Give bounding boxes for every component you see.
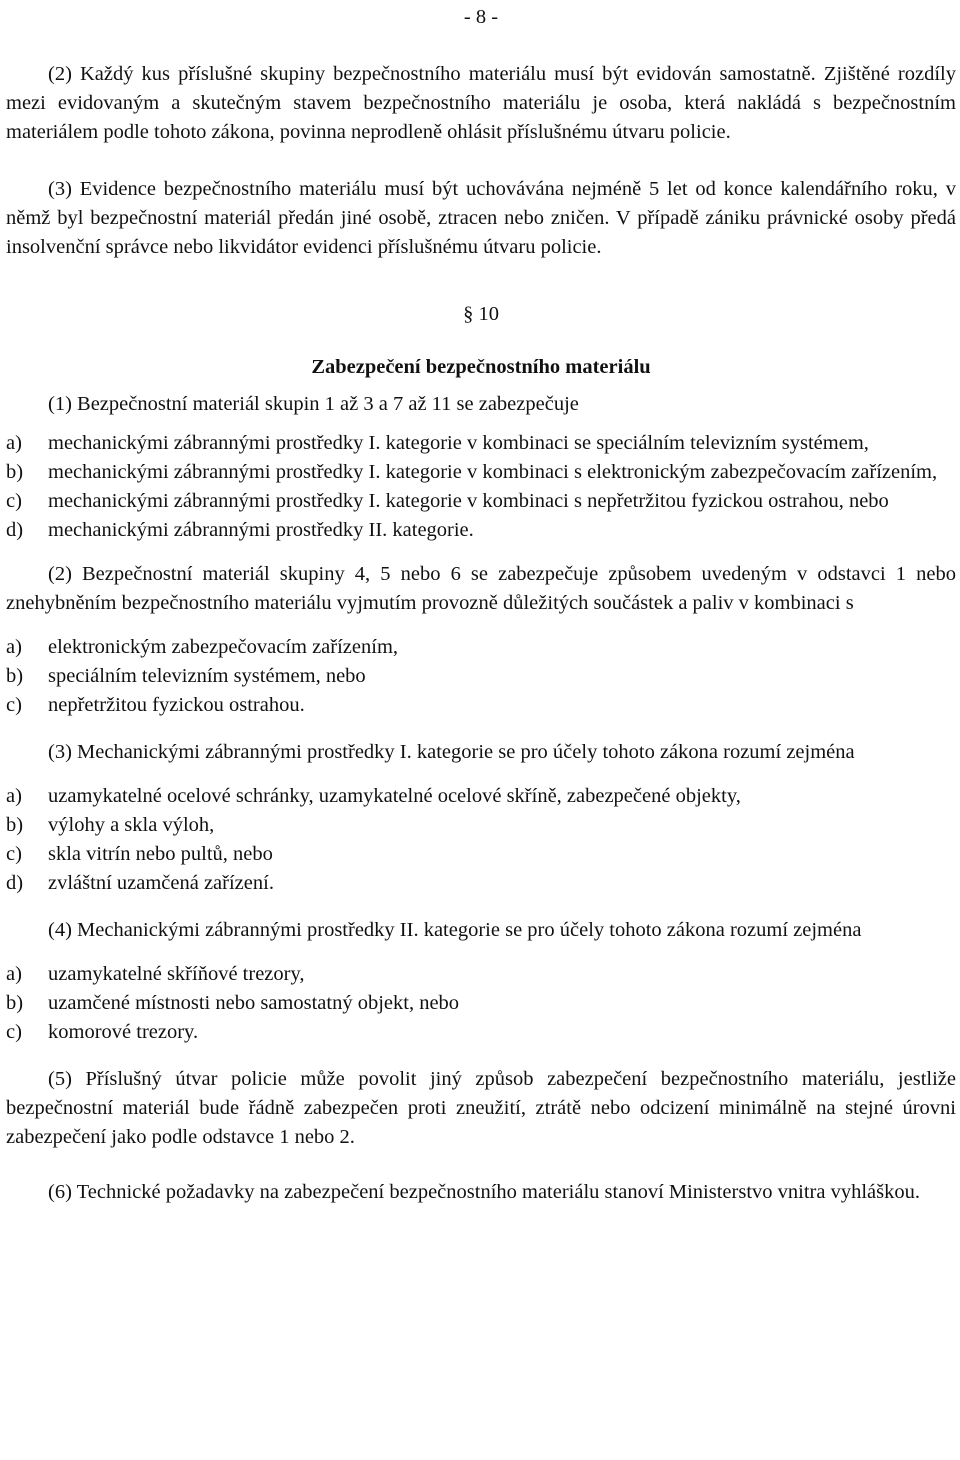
list-item-label: a) [6, 963, 22, 985]
list-item-label: a) [6, 432, 22, 454]
list-item-text: uzamykatelné skříňové trezory, [48, 963, 305, 985]
list-item [6, 989, 956, 1018]
list-3 [6, 782, 956, 898]
list-item [6, 633, 956, 662]
paragraph-5: (5) Příslušný útvar policie může povolit jiný způsob zabezpečení bezpečnostního materiálu, jestliže bezpečnostní materiál bude řádně zabezpečen proti zneužití, ztrátě nebo odcizení minimálně na stejné úrovni zabezpečení jako podle odstavce 1 nebo 2. [6, 1068, 956, 1148]
list-item-label: c) [6, 694, 22, 716]
list-item [6, 487, 956, 516]
list-item-label: d) [6, 519, 24, 541]
list-item-text: elektronickým zabezpečovacím zařízením, [48, 636, 399, 658]
list-item-label: b) [6, 461, 24, 483]
list-item [6, 516, 956, 545]
list-item [6, 811, 956, 840]
section-number: § 10 [463, 303, 499, 325]
list-item-label: b) [6, 992, 24, 1014]
list-item [6, 1018, 956, 1047]
list-2 [6, 633, 956, 720]
list-item-text: výlohy a skla výloh, [48, 814, 215, 836]
page-number: - 8 - [463, 6, 499, 28]
list-item-text: mechanickými zábrannými prostředky I. kategorie v kombinaci s elektronickým zabezpečovacím zařízením, [48, 461, 938, 483]
list-item [6, 782, 956, 811]
list-item-text: speciálním televizním systémem, nebo [48, 665, 366, 687]
list-item-text: zvláštní uzamčená zařízení. [48, 872, 274, 894]
list-item [6, 869, 956, 898]
paragraph-1: (1) Bezpečnostní materiál skupin 1 až 3 a 7 až 11 se zabezpečuje [48, 393, 579, 415]
list-item-label: b) [6, 814, 24, 836]
list-item-label: d) [6, 872, 24, 894]
paragraph-6: (6) Technické požadavky na zabezpečení bezpečnostního materiálu stanoví Ministerstvo vnitra vyhláškou. [48, 1181, 920, 1203]
list-item-label: c) [6, 843, 22, 865]
paragraph-3-evidence: (3) Evidence bezpečnostního materiálu musí být uchovávána nejméně 5 let od konce kalendářního roku, v němž byl bezpečnostní materiál předán jiné osobě, ztracen nebo zničen. V případě zániku právnické osoby předá insolvenční správce nebo likvidátor evidenci příslušnému útvaru policie. [6, 178, 956, 258]
list-1 [6, 429, 956, 545]
list-item-text: skla vitrín nebo pultů, nebo [48, 843, 273, 865]
paragraph-2-evidence: (2) Každý kus příslušné skupiny bezpečnostního materiálu musí být evidován samostatně. Zjištěné rozdíly mezi evidovaným a skutečným stavem bezpečnostního materiálu je osoba, která nakládá s bezpečnostním materiálem podle tohoto zákona, povinna neprodleně ohlásit příslušnému útvaru policie. [6, 63, 956, 143]
document-page [6, 0, 956, 1207]
list-item-text: uzamčené místnosti nebo samostatný objekt, nebo [48, 992, 460, 1014]
list-item-label: c) [6, 490, 22, 512]
paragraph-4: (4) Mechanickými zábrannými prostředky II. kategorie se pro účely tohoto zákona rozumí zejména [48, 919, 862, 941]
list-item [6, 840, 956, 869]
list-item-text: mechanickými zábrannými prostředky I. kategorie v kombinaci s nepřetržitou fyzickou ostrahou, nebo [48, 490, 889, 512]
list-item-text: komorové trezory. [48, 1021, 199, 1043]
paragraph-3: (3) Mechanickými zábrannými prostředky I. kategorie se pro účely tohoto zákona rozumí zejména [48, 741, 855, 763]
list-item-label: a) [6, 636, 22, 658]
list-item-text: uzamykatelné ocelové schránky, uzamykatelné ocelové skříně, zabezpečené objekty, [48, 785, 741, 807]
list-4 [6, 960, 956, 1047]
list-item-text: nepřetržitou fyzickou ostrahou. [48, 694, 305, 716]
section-title: Zabezpečení bezpečnostního materiálu [311, 356, 651, 378]
list-item [6, 458, 956, 487]
paragraph-2: (2) Bezpečnostní materiál skupiny 4, 5 nebo 6 se zabezpečuje způsobem uvedeným v odstavci 1 nebo znehybněním bezpečnostního materiálu vyjmutím provozně důležitých součástek a paliv v kombinaci s [6, 563, 956, 614]
list-item-text: mechanickými zábrannými prostředky I. kategorie v kombinaci se speciálním televizním systémem, [48, 432, 869, 454]
list-item [6, 662, 956, 691]
list-item [6, 960, 956, 989]
list-item-label: a) [6, 785, 22, 807]
list-item-label: b) [6, 665, 24, 687]
list-item [6, 429, 956, 458]
list-item-text: mechanickými zábrannými prostředky II. kategorie. [48, 519, 474, 541]
list-item-label: c) [6, 1021, 22, 1043]
list-item [6, 691, 956, 720]
